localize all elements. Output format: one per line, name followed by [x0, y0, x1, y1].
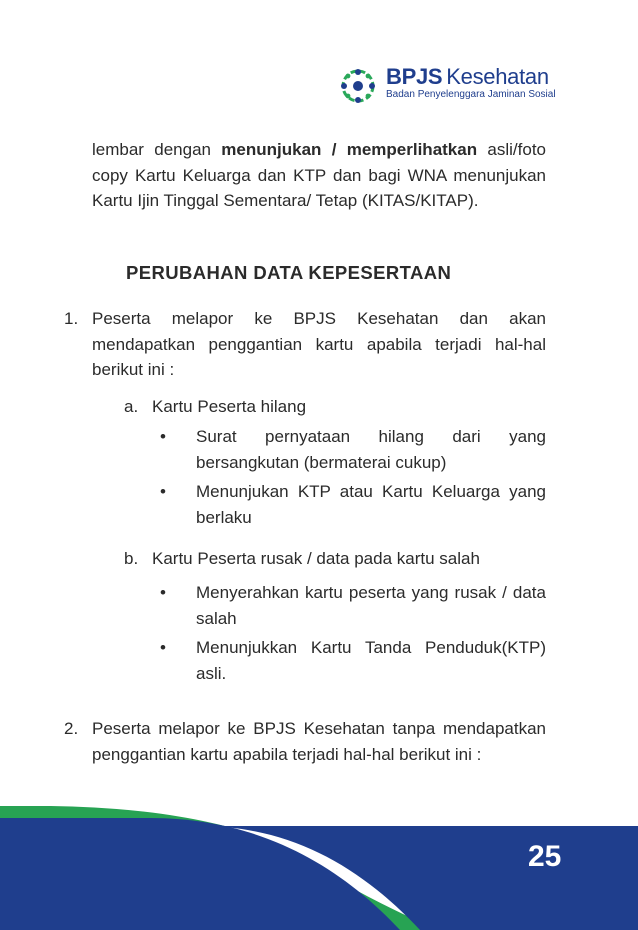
- subitem-a-bullet-1: Surat pernyataan hilang dari yang bersangkutan (bermaterai cukup): [196, 427, 546, 472]
- section-heading: PERUBAHAN DATA KEPESERTAAN: [126, 262, 452, 283]
- brand-kesehatan: Kesehatan: [446, 64, 549, 89]
- bpjs-logo: [338, 64, 558, 104]
- page-number: 25: [528, 840, 562, 873]
- bullet-symbol: •: [160, 638, 166, 657]
- item-2-number: 2.: [64, 719, 79, 738]
- intro-text-bold: menunjukan / memperlihatkan: [221, 140, 478, 159]
- subitem-b-text: Kartu Peserta rusak / data pada kartu salah: [152, 549, 480, 568]
- bullet-symbol: •: [160, 482, 166, 501]
- subitem-a-text: Kartu Peserta hilang: [152, 397, 307, 416]
- bullet-symbol: •: [160, 583, 166, 602]
- subitem-b-bullet-1: Menyerahkan kartu peserta yang rusak / data salah: [196, 583, 546, 628]
- subitem-b-letter: b.: [124, 549, 139, 568]
- logo-tagline: Badan Penyelenggara Jaminan Sosial: [386, 89, 556, 100]
- item-1-text: Peserta melapor ke BPJS Kesehatan dan akan mendapatkan penggantian kartu apabila terjadi hal-hal berikut ini :: [92, 309, 546, 379]
- item-2-text: Peserta melapor ke BPJS Kesehatan tanpa mendapatkan penggantian kartu apabila terjadi hal-hal berikut ini :: [92, 719, 546, 764]
- intro-text-after: asli/foto copy Kartu Keluarga dan KTP dan bagi WNA menunjukan Kartu Ijin Tinggal Sementara/ Tetap (KITAS/KITAP).: [92, 140, 546, 210]
- subitem-a-bullet-2: Menunjukan KTP atau Kartu Keluarga yang berlaku: [196, 482, 546, 527]
- subitem-a-letter: a.: [124, 397, 139, 416]
- intro-paragraph: [92, 137, 546, 214]
- brand-bpjs: BPJS: [386, 64, 443, 89]
- item-1-number: 1.: [64, 309, 79, 328]
- intro-text-before: lembar dengan: [92, 140, 222, 159]
- bpjs-logo-mark-icon: [338, 66, 378, 106]
- subitem-b-bullet-2: Menunjukkan Kartu Tanda Penduduk(KTP) asli.: [196, 638, 546, 683]
- bullet-symbol: •: [160, 427, 166, 446]
- logo-brand-name: [386, 64, 549, 90]
